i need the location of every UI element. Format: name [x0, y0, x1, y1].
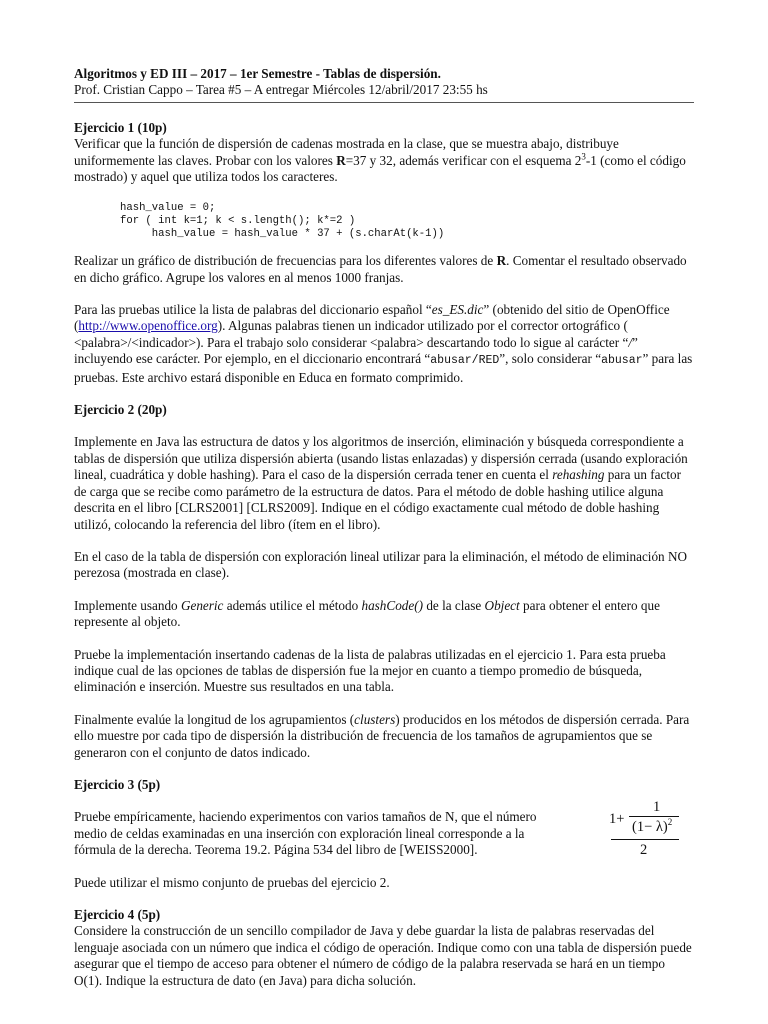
header-divider [74, 102, 694, 103]
text-run-italic: clusters [354, 711, 396, 727]
superscript: 2 [667, 817, 673, 828]
text-run: ” para las pruebas. Este archivo estará disponible en Educa en formato comprimido. [74, 351, 693, 385]
text-run: Finalmente evalúe la longitud de los agrupamientos ( [74, 711, 355, 727]
ejercicio-1-heading: Ejercicio 1 (10p) [74, 119, 167, 135]
ejercicio-1-paragraph-1 [74, 136, 696, 185]
formula-one-plus: 1+ [609, 811, 625, 828]
text-run: ”, solo considerar “ [499, 351, 602, 367]
formula-main-bar [611, 839, 679, 840]
text-run: ” (obtenido del sitio de OpenOffice ( [74, 302, 670, 334]
text-run: Realizar un gráfico de distribución de frecuencias para los diferentes valores de [74, 253, 497, 269]
text-run-mono: abusar/RED [430, 354, 500, 368]
ejercicio-4-heading: Ejercicio 4 (5p) [74, 907, 161, 922]
ejercicio-1-paragraph-3 [74, 302, 696, 386]
ejercicio-3-body [74, 799, 696, 859]
text-run: para un factor de carga que se recibe como parámetro de la estructura de datos. Para el método de doble hashing utilice alguna descrita en el libro [CLRS2001] [CLRS2009]. Indique en el código exactamente cual método de doble hashing utilizó, colocando la referencia del libro (ítem en el libro). [74, 467, 681, 532]
formula-main-denominator: 2 [640, 842, 648, 859]
ejercicio-1-paragraph-2 [74, 253, 696, 286]
text-run-italic: Generic [180, 597, 224, 613]
text-run-italic: / [628, 334, 632, 350]
text-run-mono: abusar [601, 354, 643, 368]
text-run: . Comentar el resultado observado en dicho gráfico. Agrupe los valores en al menos 1000 franjas. [74, 253, 687, 285]
text-run: Para las pruebas utilice la lista de palabras del diccionario español “ [74, 302, 432, 318]
ejercicio-2-paragraph-3 [74, 598, 696, 631]
text-run: Verificar que la función de dispersión de cadenas mostrada en la clase, que se muestra abajo, distribuye uniformemente las claves. Probar con los valores [74, 136, 619, 168]
text-run-italic: Object [484, 597, 520, 613]
ejercicio-3-heading: Ejercicio 3 (5p) [74, 776, 161, 792]
document-subtitle: Prof. Cristian Cappo – Tarea #5 – A entregar Miércoles 12/abril/2017 23:55 hs [74, 82, 488, 98]
hash-code-block: hash_value = 0; for ( int k=1; k < s.length(); k*=2 ) hash_value = hash_value * 37 + (s.charAt(k-1)) [120, 202, 445, 240]
ejercicio-2-paragraph-4: Pruebe la implementación insertando cadenas de la lista de palabras utilizadas en el ejercicio 1. Para esta prueba indique cual de las opciones de tablas de dispersión fue la mejor en cuanto a tiempo promedio de búsqueda, eliminación e inserción. Muestre sus resultados en una tabla. [74, 646, 666, 695]
text-run: Implemente usando [74, 597, 181, 613]
superscript: 3 [581, 151, 586, 162]
ejercicio-3-paragraph-1: Pruebe empíricamente, haciendo experimentos con varios tamaños de N, que el número medio de celdas examinadas en una inserción con exploración lineal corresponde a la fórmula de la derecha. Teorema 19.2. Página 534 del libro de [WEISS2000]. [74, 809, 537, 858]
text-run-italic: es_ES.dic [431, 302, 484, 318]
linear-probing-formula [609, 801, 689, 869]
ejercicio-4-paragraph-1: Considere la construcción de un sencillo compilador de Java y debe guardar la lista de palabras reservadas del lenguaje asociada con un número que indica el código de operación. Indique como con una tabla de dispersión puede asegurar que el tiempo de acceso para obtener el número de código de la palabra reservada se hará en un tiempo O(1). Indique la estructura de dato (en Java) para dicha solución. [74, 923, 692, 988]
ejercicio-3-paragraph-2: Puede utilizar el mismo conjunto de pruebas del ejercicio 2. [74, 874, 390, 890]
text-run-bold: R [336, 152, 346, 168]
text-run: ” incluyendo ese carácter. Por ejemplo, en el diccionario encontrará “ [74, 334, 638, 367]
text-run: =37 y 32, además verificar con el esquema 2 [345, 152, 582, 168]
document-page [74, 66, 696, 989]
text-run-bold: R [496, 253, 507, 269]
ejercicio-2-paragraph-5 [74, 712, 696, 761]
text-run-italic: rehashing [552, 467, 605, 483]
formula-numerator: 1 [653, 799, 661, 816]
ejercicio-2-paragraph-1 [74, 434, 696, 532]
text-run: además utilice el método [223, 597, 362, 613]
text-run: (1− λ) [632, 819, 668, 836]
text-run: para obtener el entero que represente al objeto. [74, 597, 660, 630]
document-title: Algoritmos y ED III – 2017 – 1er Semestre - Tablas de dispersión. [74, 66, 441, 81]
text-run-italic: hashCode() [361, 597, 424, 613]
ejercicio-2-paragraph-2: En el caso de la tabla de dispersión con exploración lineal utilizar para la eliminación, el método de eliminación NO perezosa (mostrada en clase). [74, 548, 687, 581]
text-run: Implemente en Java las estructura de datos y los algoritmos de inserción, eliminación y búsqueda correspondiente a tablas de dispersión que utiliza dispersión abierta (usando listas enlazadas) y dispersión cerrada (usando exploración lineal, cuadrática y doble hashing). Para el caso de la dispersión cerrada tener en cuenta el [74, 434, 688, 483]
text-run: -1 (como el código mostrado) y aquel que utiliza todos los caracteres. [74, 152, 686, 185]
text-run: ) producidos en los métodos de dispersión cerrada. Para ello muestre por cada tipo de dispersión la distribución de frecuencia de los tamaños de agrupamientos que se generaron con el conjunto de datos indicado. [74, 711, 690, 760]
openoffice-link[interactable]: http://www.openoffice.org [78, 318, 218, 334]
formula-denominator [632, 819, 672, 835]
text-run: de la clase [423, 597, 485, 613]
ejercicio-2-heading: Ejercicio 2 (20p) [74, 402, 167, 418]
text-run: ). Algunas palabras tienen un indicador utilizado por el corrector ortográfico ( <palabra>/<indicador>). Para el trabajo solo considerar <palabra> descartando todo lo sigue al carácter “ [74, 318, 629, 350]
